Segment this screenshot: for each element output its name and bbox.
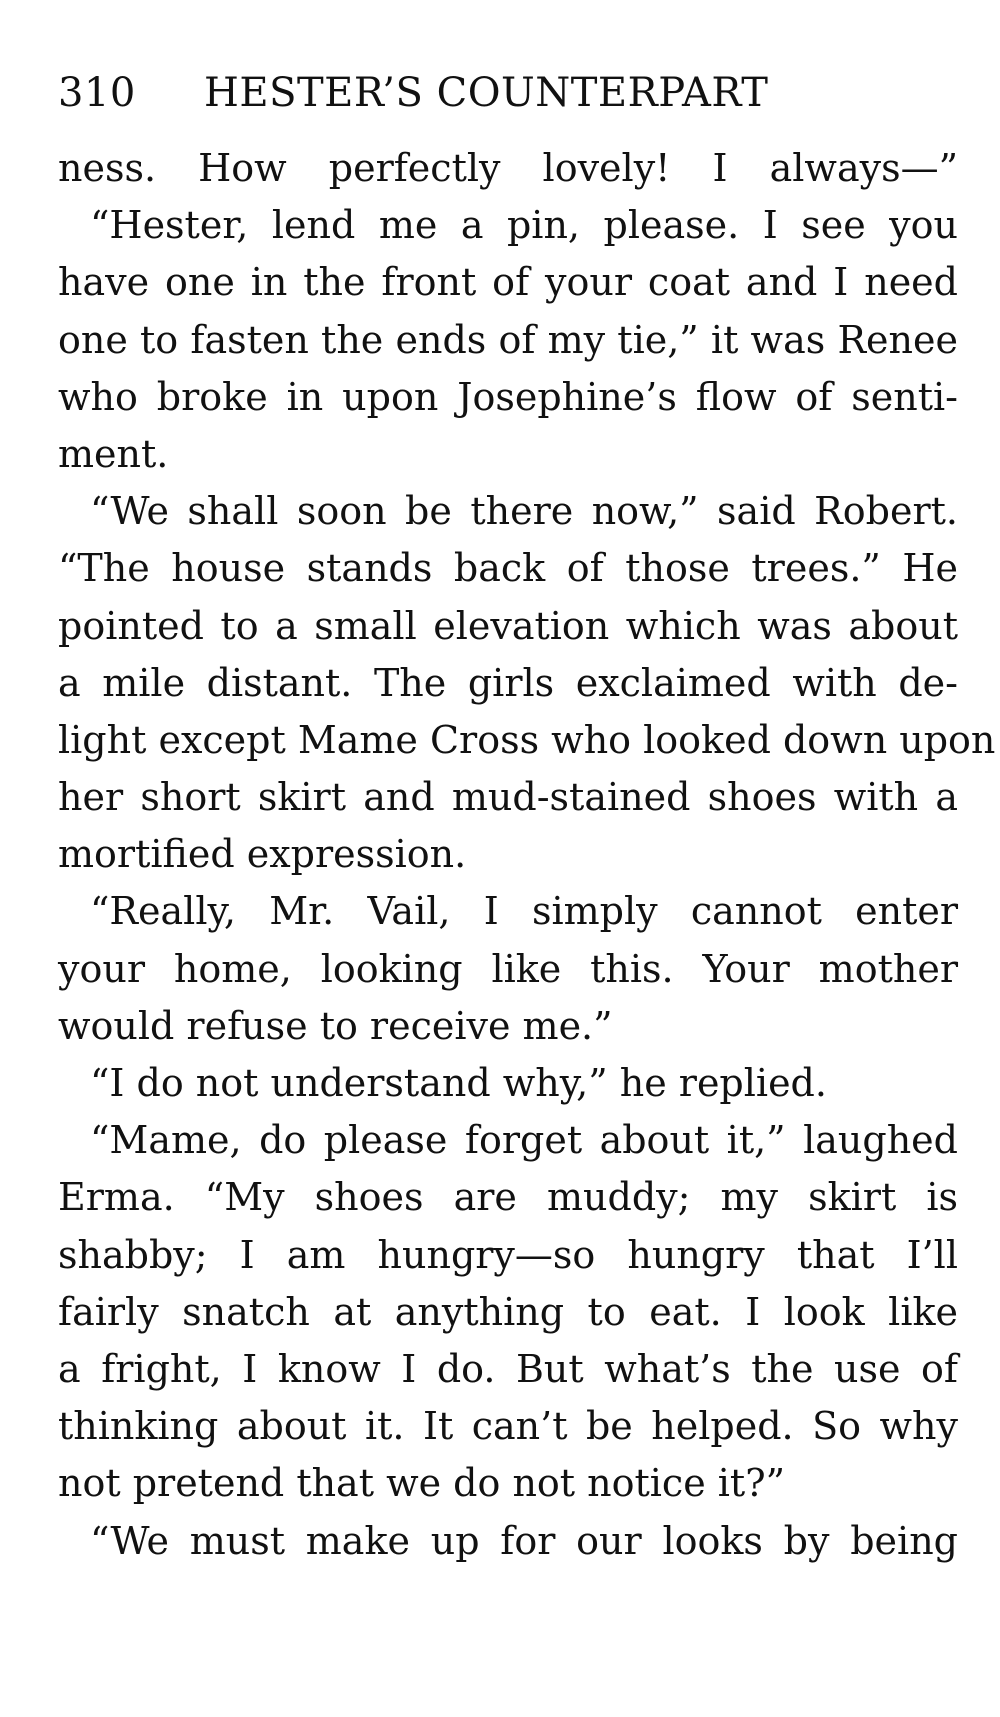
page-number: 310: [58, 70, 136, 116]
text-line: your home, looking like this. Your mother: [58, 946, 958, 991]
text-line: one to fasten the ends of my tie,” it was Renee: [58, 317, 958, 362]
text-line: “Hester, lend me a pin, please. I see you: [90, 203, 958, 248]
text-line: a fright, I know I do. But what’s the use of: [58, 1346, 958, 1391]
text-line: thinking about it. It can’t be helped. So why: [58, 1404, 958, 1449]
text-line: “I do not understand why,” he replied.: [90, 1061, 827, 1105]
text-line: “We shall soon be there now,” said Robert.: [90, 489, 958, 534]
text-line: have one in the front of your coat and I need: [58, 260, 958, 305]
text-line: who broke in upon Josephine’s flow of senti-: [58, 374, 958, 419]
running-title: HESTER’S COUNTERPART: [204, 70, 769, 116]
text-line: ment.: [58, 431, 169, 476]
text-line: “Really, Mr. Vail, I simply cannot enter: [90, 889, 958, 934]
body-text: [58, 140, 996, 1570]
text-line: mortified expression.: [58, 832, 467, 877]
text-line: Erma. “My shoes are muddy; my skirt is: [58, 1175, 958, 1220]
text-line: “We must make up for our looks by being: [90, 1518, 958, 1563]
text-line: “Mame, do please forget about it,” laughed: [90, 1118, 958, 1163]
text-line: not pretend that we do not notice it?”: [58, 1461, 785, 1506]
running-head: [58, 70, 958, 132]
text-line: light except Mame Cross who looked down upon: [58, 717, 996, 762]
text-line: “The house stands back of those trees.” He: [58, 546, 958, 591]
text-line: fairly snatch at anything to eat. I look like: [58, 1289, 958, 1334]
text-line: a mile distant. The girls exclaimed with de-: [58, 660, 958, 705]
text-line: would refuse to receive me.”: [58, 1003, 613, 1048]
text-line: her short skirt and mud-stained shoes with a: [58, 775, 958, 820]
text-line: ness. How perfectly lovely! I always—”: [58, 146, 958, 190]
text-line: shabby; I am hungry—so hungry that I’ll: [58, 1232, 958, 1277]
book-page: [58, 70, 996, 1570]
text-line: pointed to a small elevation which was about: [58, 603, 958, 648]
